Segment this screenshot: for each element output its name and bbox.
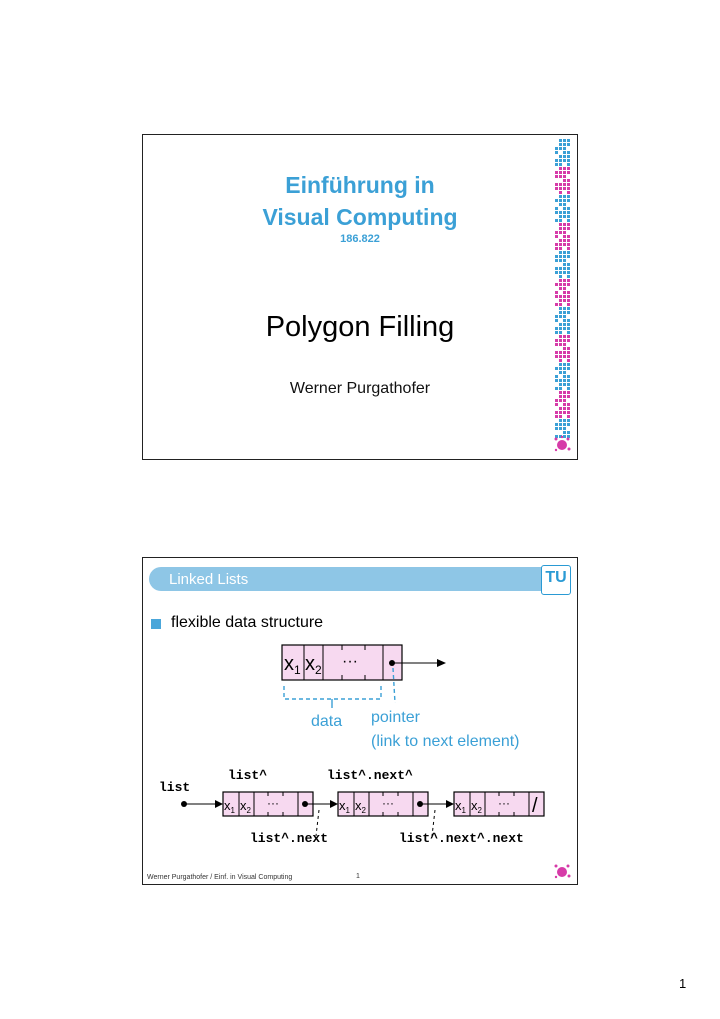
decoration-dot bbox=[559, 279, 562, 282]
decoration-dot bbox=[559, 331, 562, 334]
decoration-dot bbox=[555, 235, 558, 238]
decoration-dot bbox=[559, 231, 562, 234]
arrow-head-icon bbox=[446, 800, 454, 808]
decoration-dot bbox=[563, 299, 566, 302]
decoration-dot bbox=[563, 211, 566, 214]
decoration-dot bbox=[567, 359, 570, 362]
decoration-dot bbox=[563, 307, 566, 310]
nil-pointer-symbol: / bbox=[532, 795, 538, 817]
decoration-dot bbox=[563, 171, 566, 174]
decoration-dot bbox=[559, 287, 562, 290]
decoration-dot bbox=[563, 339, 566, 342]
decoration-dot bbox=[563, 411, 566, 414]
decoration-dot bbox=[567, 311, 570, 314]
decoration-dot bbox=[559, 251, 562, 254]
decoration-dot bbox=[567, 411, 570, 414]
decoration-dot bbox=[567, 283, 570, 286]
decoration-dot bbox=[563, 231, 566, 234]
decoration-dot bbox=[567, 303, 570, 306]
decoration-dot bbox=[555, 411, 558, 414]
decoration-dot bbox=[559, 323, 562, 326]
decoration-dot bbox=[555, 159, 558, 162]
decoration-dot bbox=[567, 227, 570, 230]
decoration-dot bbox=[555, 151, 558, 154]
decoration-dot bbox=[559, 307, 562, 310]
decoration-dot bbox=[563, 423, 566, 426]
list-node-2 bbox=[338, 792, 454, 816]
decoration-dot bbox=[559, 219, 562, 222]
decoration-dot bbox=[559, 191, 562, 194]
decoration-dot bbox=[563, 215, 566, 218]
decoration-dot bbox=[563, 391, 566, 394]
course-number: 186.822 bbox=[340, 233, 380, 245]
decoration-dot bbox=[567, 151, 570, 154]
decoration-dot bbox=[559, 427, 562, 430]
decoration-dot bbox=[567, 347, 570, 350]
decoration-dot bbox=[563, 195, 566, 198]
decoration-dot bbox=[567, 159, 570, 162]
label-list-next-next: list^.next^.next bbox=[399, 831, 524, 846]
decoration-dot bbox=[563, 147, 566, 150]
decoration-dot bbox=[567, 351, 570, 354]
field-x2: x bbox=[305, 653, 315, 675]
decoration-dot bbox=[559, 203, 562, 206]
decoration-dot bbox=[559, 247, 562, 250]
decoration-dot bbox=[563, 155, 566, 158]
decoration-dot bbox=[555, 315, 558, 318]
decoration-dot bbox=[555, 319, 558, 322]
slide-main-title: Polygon Filling bbox=[265, 311, 455, 343]
decoration-dot bbox=[563, 363, 566, 366]
decoration-dot bbox=[567, 355, 570, 358]
pointer-note: (link to next element) bbox=[371, 733, 520, 750]
decoration-dot bbox=[563, 203, 566, 206]
decoration-dot bbox=[567, 363, 570, 366]
linked-lists-slide bbox=[142, 557, 578, 885]
decoration-dot bbox=[559, 275, 562, 278]
slide-footer: Werner Purgathofer / Einf. in Visual Computing bbox=[147, 874, 293, 881]
decoration-dot bbox=[559, 351, 562, 354]
decoration-dot bbox=[563, 283, 566, 286]
decoration-dot bbox=[567, 211, 570, 214]
decoration-dot bbox=[563, 243, 566, 246]
slide-number: 1 bbox=[356, 873, 360, 880]
decoration-dot bbox=[563, 223, 566, 226]
decoration-dot bbox=[559, 143, 562, 146]
decoration-dot bbox=[567, 179, 570, 182]
decoration-dot bbox=[567, 239, 570, 242]
decoration-dot bbox=[563, 259, 566, 262]
decoration-dot bbox=[563, 291, 566, 294]
decoration-dot bbox=[559, 223, 562, 226]
decoration-dot bbox=[567, 183, 570, 186]
slide-title: Linked Lists bbox=[169, 571, 249, 588]
decoration-dot bbox=[559, 391, 562, 394]
decoration-dot bbox=[563, 175, 566, 178]
svg-text:x2: $x_2$ bbox=[471, 798, 482, 815]
tu-logo-icon: TU bbox=[541, 565, 571, 595]
decoration-dot bbox=[567, 415, 570, 418]
decoration-dot bbox=[555, 331, 558, 334]
decoration-dot bbox=[567, 331, 570, 334]
decoration-dot bbox=[567, 387, 570, 390]
decoration-dot bbox=[559, 343, 562, 346]
decoration-dot bbox=[567, 395, 570, 398]
dotted-decoration bbox=[553, 135, 573, 461]
decoration-dot bbox=[567, 319, 570, 322]
decoration-dot bbox=[559, 335, 562, 338]
decoration-dot bbox=[555, 171, 558, 174]
svg-text:···: ··· bbox=[498, 796, 510, 810]
decoration-dot bbox=[559, 243, 562, 246]
decoration-dot bbox=[559, 211, 562, 214]
data-label: data bbox=[311, 713, 343, 730]
list-node-1 bbox=[223, 792, 338, 816]
decoration-dot bbox=[563, 319, 566, 322]
course-title-line2: Visual Computing bbox=[262, 204, 458, 230]
decoration-dot bbox=[559, 259, 562, 262]
decoration-dot bbox=[563, 287, 566, 290]
decoration-dot bbox=[563, 183, 566, 186]
decoration-dot bbox=[567, 139, 570, 142]
decoration-dot bbox=[559, 167, 562, 170]
decoration-dot bbox=[567, 143, 570, 146]
decoration-dot bbox=[555, 387, 558, 390]
decoration-dot bbox=[567, 199, 570, 202]
decoration-dot bbox=[563, 251, 566, 254]
decoration-dot bbox=[567, 195, 570, 198]
decoration-dot bbox=[559, 163, 562, 166]
decoration-dot bbox=[555, 231, 558, 234]
decoration-dot bbox=[559, 407, 562, 410]
decoration-dot bbox=[567, 423, 570, 426]
decoration-dot bbox=[559, 147, 562, 150]
decoration-dot bbox=[567, 171, 570, 174]
decoration-dot bbox=[559, 183, 562, 186]
arrow-head-icon bbox=[330, 800, 338, 808]
decoration-dot bbox=[567, 327, 570, 330]
decoration-dot bbox=[555, 295, 558, 298]
decoration-dot bbox=[563, 419, 566, 422]
decoration-dot bbox=[559, 423, 562, 426]
decoration-dot bbox=[559, 339, 562, 342]
decoration-dot bbox=[559, 303, 562, 306]
decoration-dot bbox=[563, 151, 566, 154]
decoration-dot bbox=[567, 219, 570, 222]
label-list-deref: list^ bbox=[228, 768, 268, 783]
decoration-dot bbox=[567, 279, 570, 282]
decoration-dot bbox=[555, 243, 558, 246]
decoration-dot bbox=[559, 311, 562, 314]
decoration-dot bbox=[555, 351, 558, 354]
decoration-dot bbox=[555, 199, 558, 202]
decoration-dot bbox=[559, 327, 562, 330]
decoration-dot bbox=[563, 407, 566, 410]
decoration-dot bbox=[559, 195, 562, 198]
decoration-dot bbox=[555, 327, 558, 330]
decoration-dot bbox=[567, 323, 570, 326]
decoration-dot bbox=[555, 183, 558, 186]
decoration-dot bbox=[559, 415, 562, 418]
decoration-dot bbox=[567, 431, 570, 434]
decoration-dot bbox=[555, 339, 558, 342]
decoration-dot bbox=[559, 159, 562, 162]
decoration-dot bbox=[563, 159, 566, 162]
field-dots: ··· bbox=[342, 653, 358, 670]
author-name: Werner Purgathofer bbox=[289, 380, 431, 397]
decoration-dot bbox=[567, 339, 570, 342]
decoration-dot bbox=[563, 427, 566, 430]
decoration-dot bbox=[567, 307, 570, 310]
decoration-dot bbox=[555, 343, 558, 346]
svg-text:x1: $x_1$ bbox=[284, 653, 301, 677]
decoration-dot bbox=[567, 167, 570, 170]
title-slide bbox=[142, 134, 578, 460]
decoration-dot bbox=[559, 355, 562, 358]
splash-logo-icon bbox=[553, 435, 571, 453]
decoration-dot bbox=[563, 403, 566, 406]
svg-text:x2: $x_2$ bbox=[355, 798, 366, 815]
decoration-dot bbox=[555, 219, 558, 222]
decoration-dot bbox=[559, 175, 562, 178]
decoration-dot bbox=[559, 187, 562, 190]
decoration-dot bbox=[563, 323, 566, 326]
svg-text:···: ··· bbox=[382, 796, 394, 810]
svg-text:x2: $x_2$ bbox=[240, 798, 251, 815]
svg-text:x1: $x_1$ bbox=[339, 798, 350, 815]
decoration-dot bbox=[563, 267, 566, 270]
decoration-dot bbox=[567, 187, 570, 190]
decoration-dot bbox=[567, 267, 570, 270]
decoration-dot bbox=[567, 247, 570, 250]
decoration-dot bbox=[567, 375, 570, 378]
decoration-dot bbox=[555, 415, 558, 418]
decoration-dot bbox=[567, 335, 570, 338]
decoration-dot bbox=[563, 335, 566, 338]
decoration-dot bbox=[563, 395, 566, 398]
decoration-dot bbox=[559, 371, 562, 374]
decoration-dot bbox=[567, 407, 570, 410]
pointer-label: pointer bbox=[371, 709, 420, 726]
decoration-dot bbox=[567, 215, 570, 218]
decoration-dot bbox=[567, 391, 570, 394]
decoration-dot bbox=[563, 179, 566, 182]
decoration-dot bbox=[567, 163, 570, 166]
decoration-dot bbox=[559, 295, 562, 298]
decoration-dot bbox=[567, 271, 570, 274]
decoration-dot bbox=[559, 171, 562, 174]
decoration-dot bbox=[563, 431, 566, 434]
decoration-dot bbox=[563, 227, 566, 230]
decoration-dot bbox=[567, 403, 570, 406]
decoration-dot bbox=[563, 347, 566, 350]
decoration-dot bbox=[567, 299, 570, 302]
decoration-dot bbox=[555, 163, 558, 166]
decoration-dot bbox=[567, 223, 570, 226]
decoration-dot bbox=[555, 267, 558, 270]
decoration-dot bbox=[559, 399, 562, 402]
decoration-dot bbox=[559, 387, 562, 390]
decoration-dot bbox=[559, 239, 562, 242]
decoration-dot bbox=[559, 299, 562, 302]
decoration-dot bbox=[559, 395, 562, 398]
decoration-dot bbox=[567, 419, 570, 422]
decoration-dot bbox=[567, 207, 570, 210]
decoration-dot bbox=[559, 215, 562, 218]
decoration-dot bbox=[559, 271, 562, 274]
course-title bbox=[143, 169, 577, 233]
decoration-dot bbox=[555, 187, 558, 190]
decoration-dot bbox=[563, 351, 566, 354]
decoration-dot bbox=[563, 167, 566, 170]
list-node-3 bbox=[454, 792, 544, 817]
splash-logo-icon bbox=[553, 862, 571, 880]
decoration-dot bbox=[559, 379, 562, 382]
decoration-dot bbox=[563, 375, 566, 378]
decoration-dot bbox=[563, 295, 566, 298]
decoration-dot bbox=[563, 371, 566, 374]
decoration-dot bbox=[555, 247, 558, 250]
decoration-dot bbox=[567, 263, 570, 266]
svg-text:x2: $x_2$ bbox=[305, 653, 322, 677]
decoration-dot bbox=[563, 379, 566, 382]
decoration-dot bbox=[563, 143, 566, 146]
decoration-dot bbox=[563, 187, 566, 190]
decoration-dot bbox=[559, 383, 562, 386]
decoration-dot bbox=[559, 367, 562, 370]
course-title-line1: Einführung in bbox=[285, 172, 435, 198]
decoration-dot bbox=[555, 403, 558, 406]
decoration-dot bbox=[567, 295, 570, 298]
svg-text:x1: $x_1$ bbox=[224, 798, 235, 815]
decoration-dot bbox=[559, 139, 562, 142]
decoration-dot bbox=[563, 255, 566, 258]
decoration-dot bbox=[555, 283, 558, 286]
decoration-dot bbox=[563, 279, 566, 282]
decoration-dot bbox=[563, 263, 566, 266]
decoration-dot bbox=[555, 255, 558, 258]
decoration-dot bbox=[555, 399, 558, 402]
decoration-dot bbox=[559, 227, 562, 230]
decoration-dot bbox=[567, 191, 570, 194]
decoration-dot bbox=[567, 379, 570, 382]
decoration-dot bbox=[555, 175, 558, 178]
decoration-dot bbox=[563, 399, 566, 402]
decoration-dot bbox=[559, 411, 562, 414]
bullet-text: flexible data structure bbox=[171, 614, 324, 631]
decoration-dot bbox=[559, 199, 562, 202]
decoration-dot bbox=[567, 383, 570, 386]
decoration-dot bbox=[567, 243, 570, 246]
decoration-dot bbox=[563, 315, 566, 318]
decoration-dot bbox=[563, 367, 566, 370]
decoration-dot bbox=[555, 207, 558, 210]
decoration-dot bbox=[567, 367, 570, 370]
decoration-dot bbox=[555, 291, 558, 294]
decoration-dot bbox=[555, 379, 558, 382]
linked-list-diagram bbox=[143, 558, 579, 886]
page-number: 1 bbox=[679, 976, 687, 991]
decoration-dot bbox=[555, 259, 558, 262]
decoration-dot bbox=[559, 155, 562, 158]
svg-text:x1: $x_1$ bbox=[455, 798, 466, 815]
decoration-dot bbox=[559, 315, 562, 318]
decoration-dot bbox=[567, 255, 570, 258]
label-list-next-deref: list^.next^ bbox=[327, 768, 413, 783]
decoration-dot bbox=[555, 423, 558, 426]
field-x1: x bbox=[284, 653, 294, 675]
arrow-head-icon bbox=[215, 800, 223, 808]
decoration-dot bbox=[559, 267, 562, 270]
decoration-dot bbox=[559, 359, 562, 362]
decoration-dot bbox=[555, 367, 558, 370]
decoration-dot bbox=[555, 211, 558, 214]
decoration-dot bbox=[555, 303, 558, 306]
decoration-dot bbox=[555, 375, 558, 378]
decoration-dot bbox=[563, 207, 566, 210]
label-list: list bbox=[159, 780, 191, 795]
decoration-dot bbox=[567, 251, 570, 254]
svg-text:···: ··· bbox=[267, 796, 279, 810]
decoration-dot bbox=[563, 355, 566, 358]
decoration-dot bbox=[559, 363, 562, 366]
decoration-dot bbox=[559, 283, 562, 286]
decoration-dot bbox=[567, 275, 570, 278]
decoration-dot bbox=[555, 427, 558, 430]
decoration-dot bbox=[555, 271, 558, 274]
decoration-dot bbox=[559, 255, 562, 258]
decoration-dot bbox=[563, 311, 566, 314]
decoration-dot bbox=[563, 343, 566, 346]
label-list-next: list^.next bbox=[250, 831, 329, 846]
decoration-dot bbox=[567, 291, 570, 294]
decoration-dot bbox=[563, 383, 566, 386]
decoration-dot bbox=[559, 419, 562, 422]
decoration-dot bbox=[567, 235, 570, 238]
list-element-detail bbox=[282, 645, 520, 750]
decoration-dot bbox=[563, 271, 566, 274]
arrow-head-icon bbox=[437, 659, 446, 667]
decoration-dot bbox=[563, 235, 566, 238]
decoration-dot bbox=[563, 199, 566, 202]
decoration-dot bbox=[563, 327, 566, 330]
decoration-dot bbox=[555, 147, 558, 150]
decoration-dot bbox=[567, 155, 570, 158]
decoration-dot bbox=[555, 355, 558, 358]
decoration-dot bbox=[563, 239, 566, 242]
decoration-dot bbox=[563, 139, 566, 142]
